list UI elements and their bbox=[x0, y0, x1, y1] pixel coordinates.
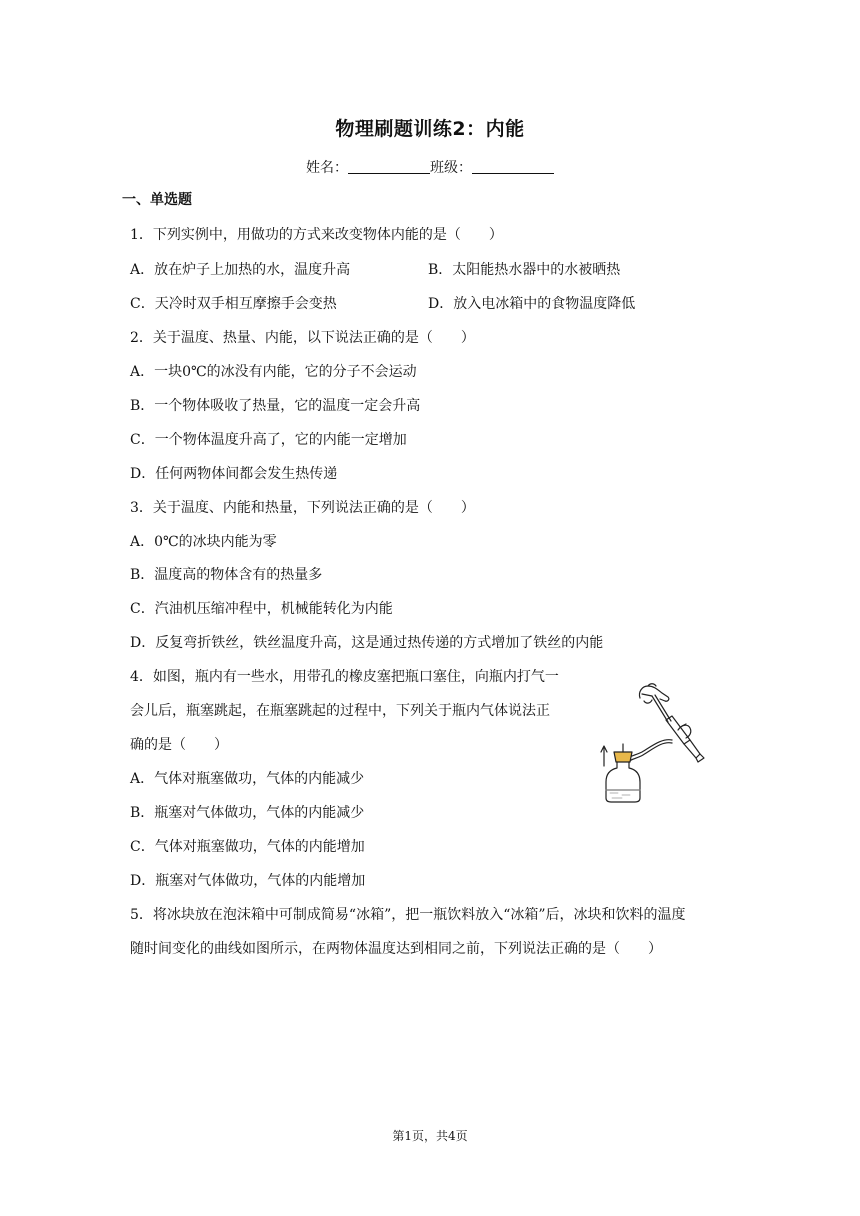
q1-option-c: C．天冷时双手相互摩擦手会变热 bbox=[130, 296, 337, 312]
page-title: 物理刷题训练2：内能 bbox=[335, 118, 525, 140]
section-heading: 一、单选题 bbox=[122, 192, 192, 208]
q2-option-c: C．一个物体温度升高了，它的内能一定增加 bbox=[130, 432, 407, 448]
q1-option-d: D．放入电冰箱中的食物温度降低 bbox=[428, 296, 636, 312]
q2-option-a: A．一块0℃的冰没有内能，它的分子不会运动 bbox=[130, 364, 417, 380]
q5-stem-line1: 5．将冰块放在泡沫箱中可制成简易“冰箱”，把一瓶饮料放入“冰箱”后，冰块和饮料的温度 bbox=[130, 907, 686, 923]
q4-option-a: A．气体对瓶塞做功，气体的内能减少 bbox=[130, 771, 365, 787]
q2-stem: 2．关于温度、热量、内能，以下说法正确的是（ ） bbox=[130, 330, 475, 346]
q2-option-d: D．任何两物体间都会发生热传递 bbox=[130, 466, 338, 482]
q4-stem-line1: 4．如图，瓶内有一些水，用带孔的橡皮塞把瓶口塞住，向瓶内打气一 bbox=[130, 669, 559, 685]
class-blank bbox=[472, 159, 554, 174]
q3-option-d: D．反复弯折铁丝，铁丝温度升高，这是通过热传递的方式增加了铁丝的内能 bbox=[130, 635, 604, 651]
q3-option-c: C．汽油机压缩冲程中，机械能转化为内能 bbox=[130, 601, 393, 617]
q4-stem-line2: 会儿后，瓶塞跳起，在瓶塞跳起的过程中，下列关于瓶内气体说法正 bbox=[130, 703, 550, 719]
q1-option-b: B．太阳能热水器中的水被晒热 bbox=[428, 262, 621, 278]
q4-option-d: D．瓶塞对气体做功，气体的内能增加 bbox=[130, 873, 366, 889]
q5-stem-line2: 随时间变化的曲线如图所示，在两物体温度达到相同之前，下列说法正确的是（ ） bbox=[130, 941, 662, 957]
q4-stem-line3: 确的是（ ） bbox=[130, 737, 228, 753]
q3-option-b: B．温度高的物体含有的热量多 bbox=[130, 567, 323, 583]
q4-option-b: B．瓶塞对气体做功，气体的内能减少 bbox=[130, 805, 365, 821]
page-footer: 第1页，共4页 bbox=[392, 1129, 468, 1143]
name-blank bbox=[348, 159, 430, 174]
q1-stem: 1．下列实例中，用做功的方式来改变物体内能的是（ ） bbox=[130, 227, 503, 243]
q3-option-a: A．0℃的冰块内能为零 bbox=[130, 534, 277, 550]
q1-option-a: A．放在炉子上加热的水，温度升高 bbox=[130, 262, 351, 278]
q4-option-c: C．气体对瓶塞做功，气体的内能增加 bbox=[130, 839, 365, 855]
class-label: 班级： bbox=[430, 160, 472, 176]
name-label: 姓名： bbox=[306, 160, 348, 176]
bottle-pump-figure bbox=[592, 680, 712, 804]
q3-stem: 3．关于温度、内能和热量，下列说法正确的是（ ） bbox=[130, 500, 475, 516]
q2-option-b: B．一个物体吸收了热量，它的温度一定会升高 bbox=[130, 398, 421, 414]
student-info-line bbox=[0, 157, 860, 177]
